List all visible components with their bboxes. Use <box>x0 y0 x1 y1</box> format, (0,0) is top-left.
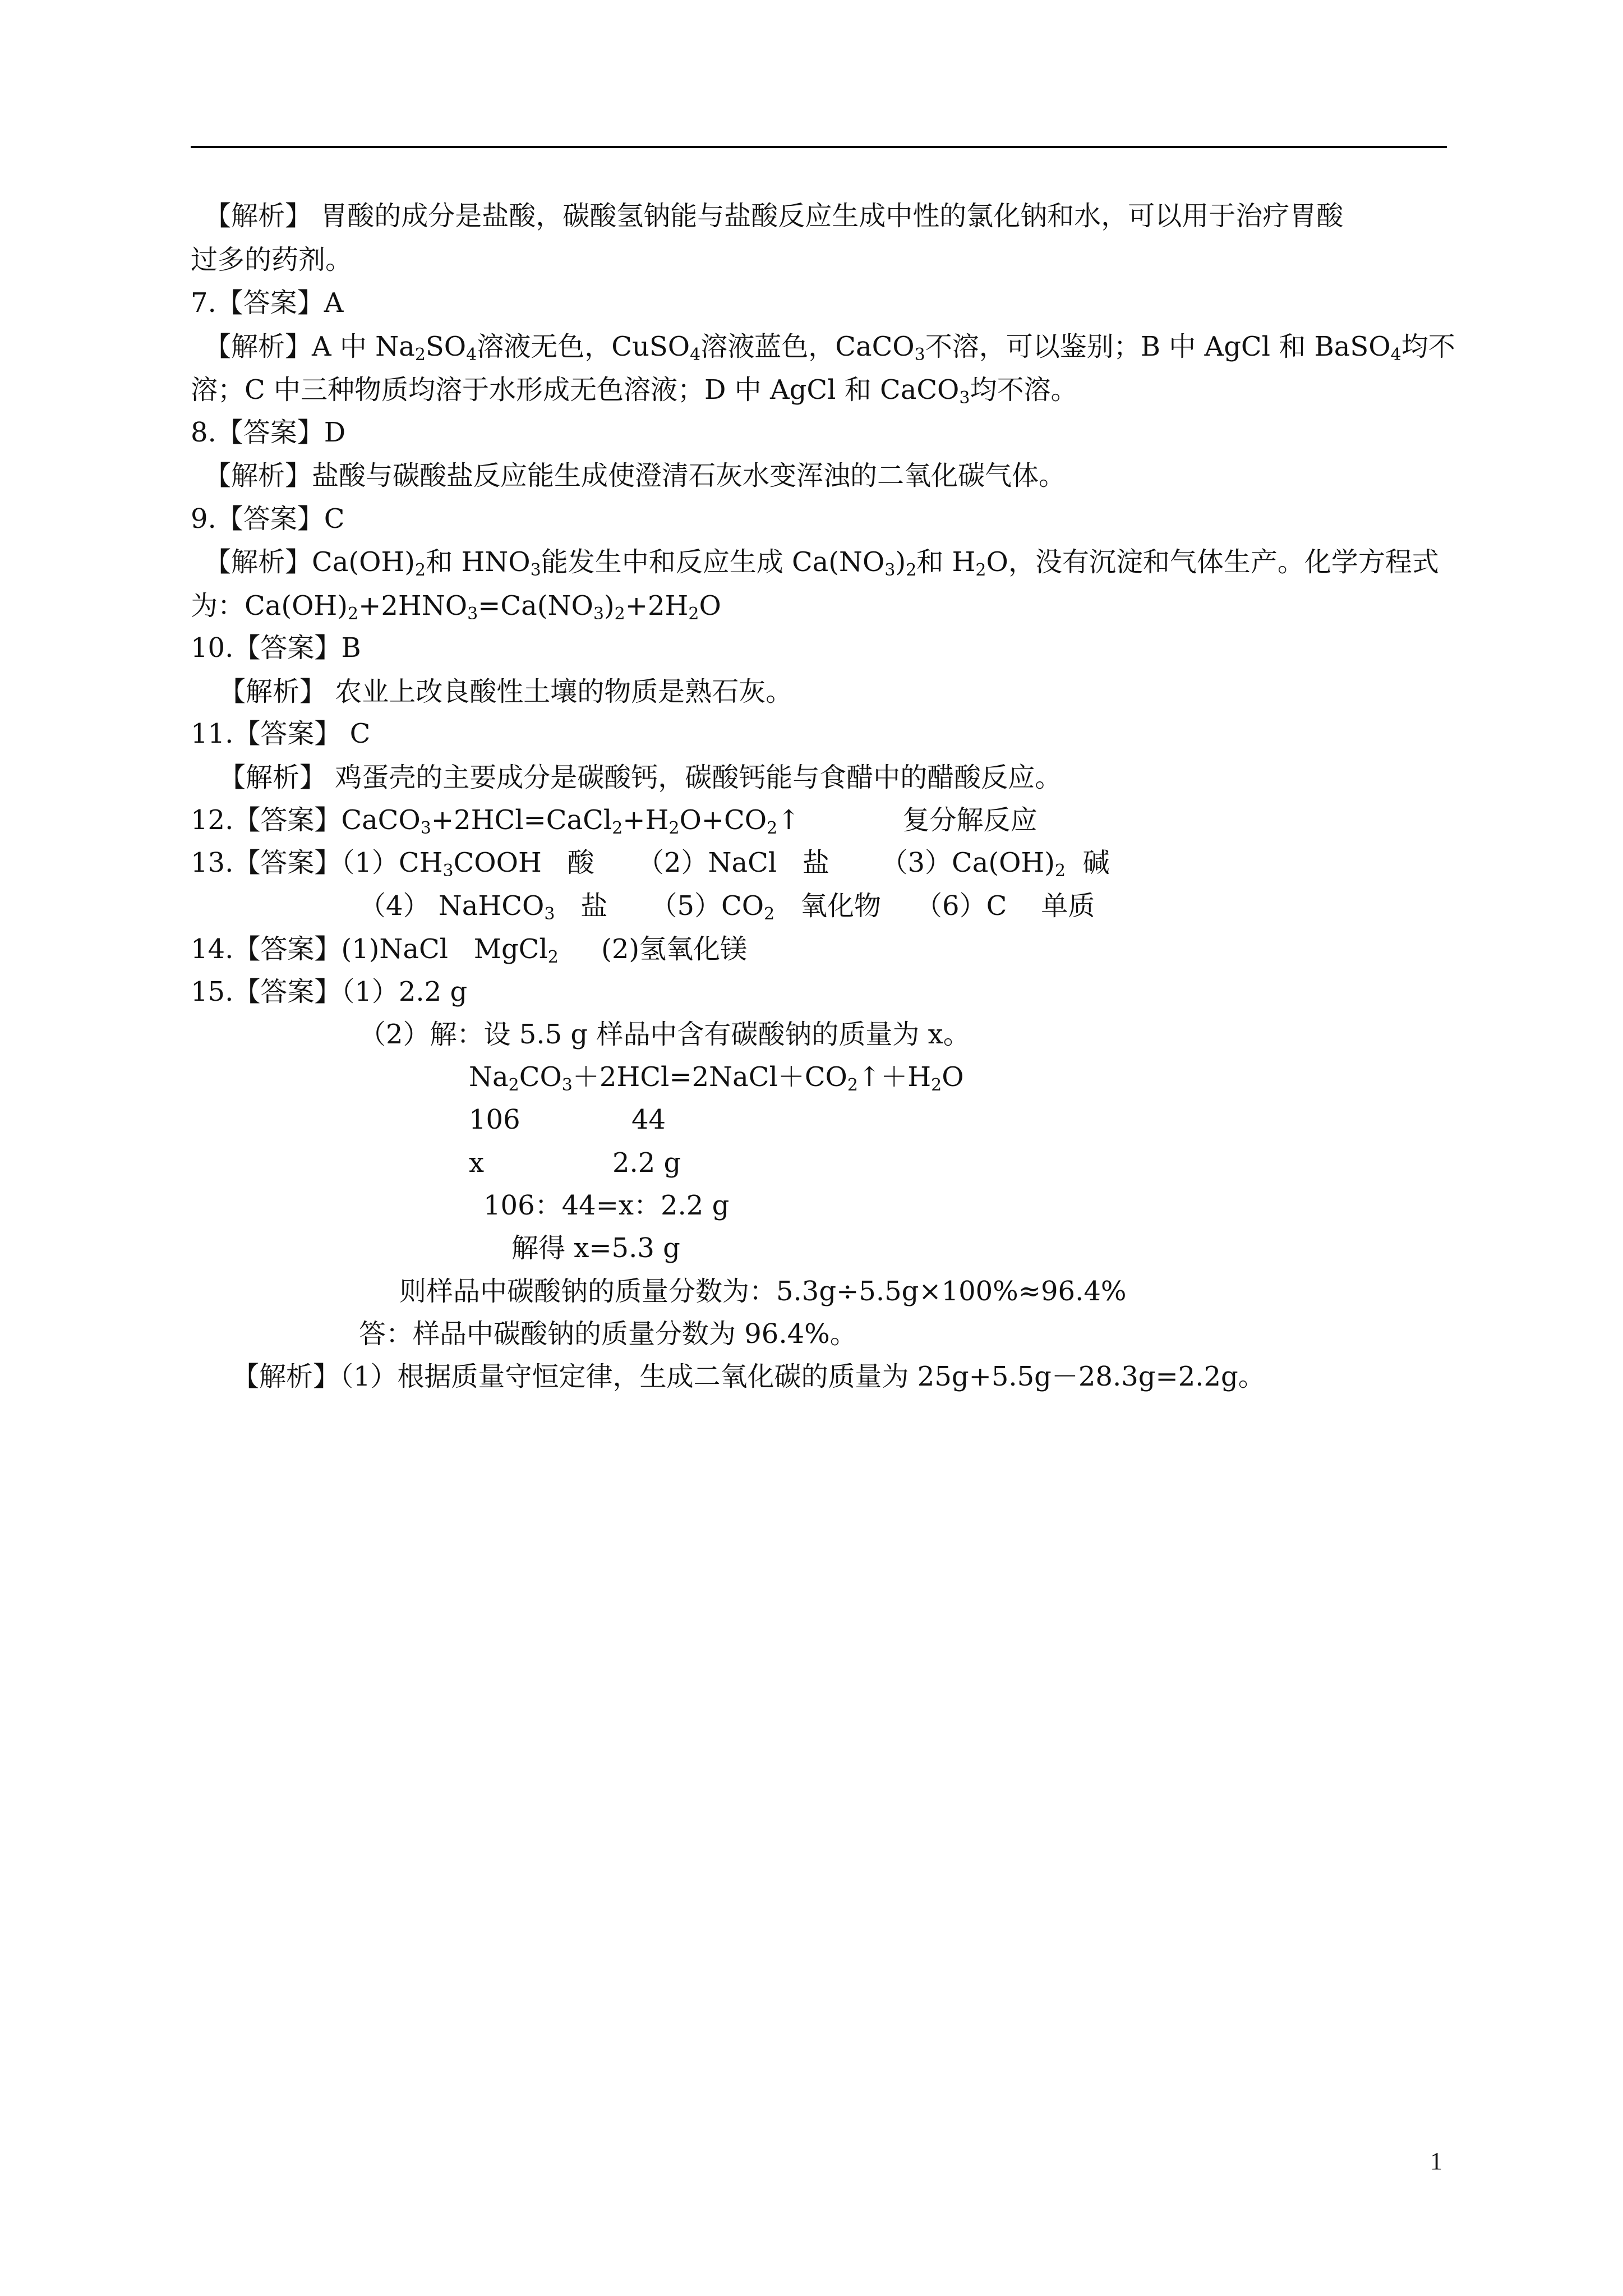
page-number: 1 <box>1430 2147 1442 2175</box>
subscript: 2 <box>508 1075 519 1095</box>
text-segment: 【解析】盐酸与碳酸盐反应能生成使澄清石灰水变浑浊的二氧化碳气体。 <box>204 460 1066 491</box>
subscript: 3 <box>593 604 604 624</box>
subscript: 2 <box>415 560 426 580</box>
text-segment: 溶液无色，CuSO <box>477 331 690 362</box>
subscript: 3 <box>467 604 478 624</box>
subscript: 4 <box>690 345 701 365</box>
text-line <box>469 1098 666 1141</box>
text-line <box>191 712 370 755</box>
text-segment: CO <box>519 1061 562 1093</box>
subscript: 2 <box>612 818 623 838</box>
text-segment: 【解析】A 中 Na <box>204 331 415 362</box>
text-segment: 和 HNO <box>426 546 531 578</box>
subscript: 2 <box>767 818 778 838</box>
subscript: 3 <box>884 560 896 580</box>
text-segment: 和 H <box>916 546 976 578</box>
text-line <box>469 1056 964 1098</box>
text-line <box>191 928 747 970</box>
text-segment: O <box>942 1061 964 1093</box>
text-line <box>191 238 352 281</box>
text-line <box>359 1313 857 1355</box>
text-line <box>191 282 343 324</box>
text-segment: 不溶，可以鉴别；B 中 AgCl 和 BaSO <box>925 331 1391 362</box>
text-segment: 【解析】Ca(OH) <box>204 546 416 578</box>
text-segment: 7.【答案】A <box>191 287 344 319</box>
subscript: 2 <box>931 1075 942 1095</box>
subscript: 2 <box>906 560 917 580</box>
text-segment: O，没有沉淀和气体生产。化学方程式 <box>986 546 1439 578</box>
text-segment: ) <box>895 546 906 578</box>
text-segment: +2HCl=CaCl <box>431 804 612 836</box>
text-segment: O <box>699 590 721 622</box>
text-line <box>399 1270 1127 1313</box>
text-segment: +2HNO <box>358 590 468 622</box>
text-line <box>511 1227 680 1269</box>
subscript: 2 <box>847 1075 858 1095</box>
text-segment: =Ca(NO <box>478 590 593 622</box>
text-line <box>232 1355 1265 1398</box>
text-segment: +2H <box>625 590 689 622</box>
text-segment: 过多的药剂。 <box>191 244 353 275</box>
text-segment: SO <box>425 331 467 362</box>
text-segment: 为：Ca(OH) <box>191 590 348 622</box>
text-segment: ＋2HCl=2NaCl＋CO <box>572 1061 847 1093</box>
text-segment: 【解析】（1）根据质量守恒定律，生成二氧化碳的质量为 25g+5.5g－28.3g=2.2g。 <box>232 1361 1265 1392</box>
subscript: 2 <box>547 947 559 967</box>
subscript: 3 <box>959 388 970 408</box>
text-segment: (2)氢氧化镁 <box>558 933 748 965</box>
text-line <box>191 369 1078 411</box>
text-segment: 氧化物 （6）C 单质 <box>774 890 1095 922</box>
text-segment: 106：44=x：2.2 g <box>483 1190 730 1221</box>
subscript: 2 <box>614 604 625 624</box>
text-segment: Na <box>469 1061 509 1093</box>
subscript: 3 <box>442 861 454 881</box>
subscript: 2 <box>688 604 699 624</box>
text-segment: ↑ 复分解反应 <box>777 804 1038 836</box>
text-segment: 13.【答案】（1）CH <box>191 847 443 878</box>
text-segment: 11.【答案】 C <box>191 718 371 749</box>
text-segment: 均不溶。 <box>970 374 1078 406</box>
text-segment: ) <box>603 590 615 622</box>
text-segment: 解得 x=5.3 g <box>511 1232 680 1264</box>
subscript: 3 <box>914 345 925 365</box>
text-segment: 14.【答案】(1)NaCl MgCl <box>191 933 548 965</box>
text-segment: 9.【答案】C <box>191 503 345 535</box>
subscript: 3 <box>544 904 555 924</box>
subscript: 3 <box>561 1075 573 1095</box>
header-rule <box>191 146 1447 148</box>
text-line <box>191 585 721 627</box>
text-line <box>191 411 345 454</box>
text-line <box>483 1184 729 1227</box>
text-segment: 均不 <box>1401 331 1455 362</box>
text-segment: 盐 （5）CO <box>555 890 764 922</box>
text-line <box>204 195 1343 237</box>
text-segment: +H <box>623 804 669 836</box>
subscript: 2 <box>975 560 986 580</box>
text-segment: 【解析】 鸡蛋壳的主要成分是碳酸钙，碳酸钙能与食醋中的醋酸反应。 <box>219 762 1062 793</box>
subscript: 2 <box>668 818 680 838</box>
text-line <box>191 970 467 1013</box>
text-segment: 【解析】 农业上改良酸性土壤的物质是熟石灰。 <box>219 676 793 707</box>
subscript: 2 <box>348 604 359 624</box>
text-segment: 答：样品中碳酸钠的质量分数为 96.4%。 <box>359 1318 857 1350</box>
text-line <box>191 841 1110 884</box>
text-line <box>219 756 1062 799</box>
text-line <box>191 498 345 540</box>
text-segment: 则样品中碳酸钠的质量分数为：5.3g÷5.5g×100%≈96.4% <box>399 1276 1127 1307</box>
subscript: 2 <box>1055 861 1066 881</box>
text-segment: 12.【答案】CaCO <box>191 804 421 836</box>
text-line <box>359 1013 970 1056</box>
text-segment: x 2.2 g <box>469 1147 681 1179</box>
subscript: 4 <box>466 345 477 365</box>
text-segment: 106 44 <box>469 1104 666 1135</box>
subscript: 3 <box>420 818 431 838</box>
text-segment: 能发生中和反应生成 Ca(NO <box>541 546 885 578</box>
subscript: 2 <box>414 345 426 365</box>
text-line <box>219 670 792 713</box>
text-segment: COOH 酸 （2）NaCl 盐 （3）Ca(OH) <box>453 847 1055 878</box>
text-segment: （4） NaHCO <box>359 890 545 922</box>
subscript: 3 <box>530 560 541 580</box>
text-segment: 15.【答案】（1）2.2 g <box>191 976 468 1007</box>
text-segment: ↑＋H <box>858 1061 932 1093</box>
text-segment: 8.【答案】D <box>191 417 346 448</box>
subscript: 2 <box>764 904 775 924</box>
text-line <box>204 454 1066 497</box>
text-line <box>191 627 361 669</box>
text-line <box>204 325 1455 368</box>
text-line <box>469 1142 681 1184</box>
text-line <box>204 541 1439 583</box>
text-segment: 【解析】 胃酸的成分是盐酸，碳酸氢钠能与盐酸反应生成中性的氯化钠和水，可以用于治疗胃酸 <box>204 200 1344 232</box>
text-segment: 碱 <box>1066 847 1110 878</box>
text-segment: 溶；C 中三种物质均溶于水形成无色溶液；D 中 AgCl 和 CaCO <box>191 374 960 406</box>
text-segment: 溶液蓝色，CaCO <box>700 331 915 362</box>
text-segment: （2）解：设 5.5 g 样品中含有碳酸钠的质量为 x。 <box>359 1019 970 1050</box>
text-segment: 10.【答案】B <box>191 632 361 664</box>
text-segment: O+CO <box>679 804 767 836</box>
text-line <box>359 885 1095 927</box>
text-line <box>191 799 1038 841</box>
subscript: 4 <box>1390 345 1401 365</box>
